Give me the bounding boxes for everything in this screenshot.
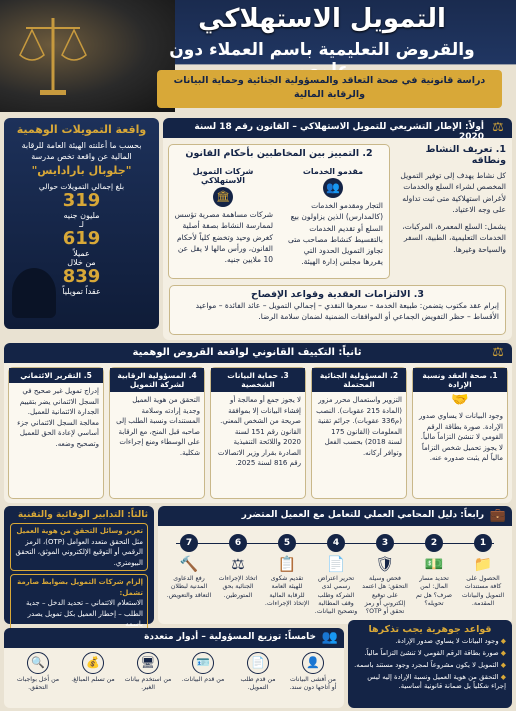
step-number: 5 <box>278 534 296 552</box>
page-subtitle: والقروض التعليمية باسم العملاء دون <box>169 40 475 60</box>
contracts-unit: عقداً تمويلياً <box>62 286 101 296</box>
contract-obligations <box>169 285 506 335</box>
contracts-prefix: من خلال <box>67 257 96 267</box>
service-providers-text: التجار ومقدمو الخدمات (كالمدارس) الذين يزاولون بيع السلع أو تقديم الخدمات بالتقسيط كنشاط مصاحب متى تجاوز التمويل الحدود التي يقررها مجلس إدارة الهيئة. <box>287 201 383 267</box>
gavel-icon: ⚖ <box>492 120 504 135</box>
card-supervisory-liability <box>109 367 205 499</box>
hooded-figure-icon <box>12 268 56 318</box>
role-item <box>233 652 283 693</box>
parties-title: 2. التمييز بين المخاطبين بأحكام القانون <box>185 148 373 159</box>
measures-controls <box>10 574 148 633</box>
step-number: 2 <box>425 534 443 552</box>
search-icon: 🔍 <box>27 652 49 674</box>
key-rules-box <box>348 620 512 708</box>
card-text: التحقق من هوية العميل وجدية إرادته وسلامة المستندات ونسبة الطلب إلى صاحبه قبل المنح، مع الرقابة على الوسطاء ومنع إجراءات شكلية. <box>116 396 200 457</box>
school-name: "جلوبال بارادايس" <box>31 164 132 178</box>
section-legal-framework <box>163 118 512 340</box>
measures-verification <box>10 523 148 571</box>
section-responsibility <box>4 628 344 708</box>
key-rule: ◆ التمويل لا يكون مشروعاً لمجرد وجود مستند باسمه. <box>354 661 506 671</box>
section-title: رابعاً: دليل المحامي العملي للتعامل مع العميل المتضرر <box>241 510 484 520</box>
key-rules-title: قواعد جوهرية يجب تذكرها <box>368 624 492 635</box>
stats-text: بحسب ما أعلنته الهيئة العامة للرقابة المالية عن واقعة تخص مدرسة <box>21 141 142 162</box>
card-credit-report <box>8 367 104 499</box>
step-text: اتخاذ الإجراءات الجنائية بحق المتورطين. <box>218 575 258 599</box>
contracts-value: 839 <box>62 265 101 287</box>
role-text: من استخدم بيانات الغير. <box>124 676 172 692</box>
measures-title: ثالثاً: التدابير الوقائية والتقنية <box>17 510 148 520</box>
header <box>0 0 516 116</box>
card-text: التزوير واستعمال محرر مزور (المادة 215 عقوبات). النصب (م336 عقوبات). جرائم تقنية المعلومات (القانون 175 لسنة 2018) بحسب الفعل وتوافر أركانه. <box>316 396 402 457</box>
complaint-icon: 📋 <box>277 555 297 573</box>
card-icon: 🪪 <box>192 652 214 674</box>
card-title: 1. صحة العقد ونسبة الإرادة <box>413 368 507 392</box>
finance-companies-title: شركات التمويل الاستهلاكي <box>192 167 254 185</box>
step-text: رفع الدعاوى المدنية لبطلان التعاقد والتعويض. <box>166 575 212 599</box>
role-item <box>288 652 338 693</box>
card-contract-validity <box>412 367 508 499</box>
section-header <box>163 118 512 142</box>
section-header <box>158 506 512 526</box>
key-rule: ◆ صورة بطاقة الرقم القومي لا تنشئ التزاماً مالياً. <box>354 649 506 659</box>
step-text: تقديم شكوى للهيئة العامة للرقابة المالية الإتخاذ الإجراءات. <box>264 575 310 608</box>
folder-icon: 📁 <box>473 555 493 573</box>
adaptation-cards <box>8 367 508 499</box>
page-title: التمويل الاستهلاكي <box>198 4 446 34</box>
role-text: من قدم طلب التمويل. <box>240 676 276 692</box>
step-number: 1 <box>474 534 492 552</box>
step-4 <box>313 534 359 617</box>
card-title: 5. التقرير الائتماني <box>9 368 103 383</box>
finance-companies <box>173 167 273 265</box>
card-title: 3. حماية البيانات الشخصية <box>211 368 305 392</box>
section-header <box>4 343 512 363</box>
section-header <box>4 628 344 648</box>
clients-unit: عميلاً <box>73 248 90 258</box>
card-text: وجود البيانات لا يساوي صدور الإرادة. صورة بطاقة الرقم القومي لا تنشئ التزاماً مالياً. لا يجوز تحميل شخص التزاماً مالياً لم يثبت صدوره عنه. <box>418 412 503 462</box>
shield-icon: 🛡 <box>375 555 395 573</box>
step-text: تحرير اعتراض رسمي لدى الشركة وطلب وقف المطالبة وتصحيح البيانات. <box>314 575 358 616</box>
card-text: لا يجوز جمع أو معالجة أو إفشاء البيانات إلا بموافقة صريحة من الشخص المعني. القانون رقم 151 لسنة 2020 واللائحة التنفيذية الصادرة بقرار وزير الاتصالات رقم 816 لسنة 2025. <box>217 396 301 467</box>
activity-title: 1. تعريف النشاط ونطاقه <box>425 144 506 166</box>
card-data-protection <box>210 367 306 499</box>
section-legal-adaptation <box>4 343 512 503</box>
role-text: من أخل بواجبات التحقق. <box>16 676 60 692</box>
measures-line-2: مثل التحقق متعدد العوامل (OTP)، الرمز الرقمي أو التوقيع الإلكتروني الموثق، التحقق البيومتري. <box>15 537 143 567</box>
document-icon: 📄 <box>247 652 269 674</box>
step-7 <box>166 534 212 600</box>
scale-icon <box>18 10 88 100</box>
hand-money-icon: 💰 <box>82 652 104 674</box>
role-item <box>13 652 63 693</box>
section-title: ثانياً: التكييف القانوني لواقعة القروض الوهمية <box>132 347 362 358</box>
step-2 <box>411 534 457 608</box>
clients-value: 619 <box>62 228 101 250</box>
stats-panel <box>4 118 159 329</box>
activity-text-2: يشمل: السلع المعمرة، المركبات، الخدمات التعليمية، الطبية، السفر والسياحة وغيرها. <box>402 222 506 254</box>
service-providers-title: مقدمو الخدمات <box>302 167 364 176</box>
gavel-icon: 🔨 <box>179 555 199 573</box>
briefcase-icon: 💼 <box>489 508 506 523</box>
obligations-title: 3. الالتزامات العقدية وقواعد الإفصاح <box>251 289 424 300</box>
step-text: الحصول على كافة مستندات التمويل والبيانات المقدمة. <box>461 575 505 608</box>
activity-text-1: كل نشاط يهدف إلى توفير التمويل المخصص لشراء السلع والخدمات لأغراض استهلاكية متى ثبت تداوله على وجه الاعتياد. <box>400 171 506 214</box>
service-providers <box>283 167 383 268</box>
money-icon: 💵 <box>424 555 444 573</box>
clients-prefix: لـ <box>79 220 84 230</box>
step-number: 3 <box>376 534 394 552</box>
role-item <box>123 652 173 693</box>
measures-line-4: الاستعلام الائتماني – تحديد الدخل – جدية الطلب – إخطار العميل بكل تمويل يصدر باسمه <box>26 599 143 628</box>
card-criminal-liability <box>311 367 407 499</box>
user-icon: 👤 <box>302 652 324 674</box>
guide-steps <box>164 534 506 622</box>
handshake-icon: 🤝 <box>451 392 469 408</box>
step-text: فحص وسيلة التحقق: هل اعتمد على توقيع إلكتروني أو رمز تحقق أو OTP؟ <box>362 575 408 616</box>
role-text: من أفشى البيانات أو أتاحها دون سند. <box>289 676 337 692</box>
step-1 <box>460 534 506 608</box>
key-rule: ◆ وجود البيانات لا يساوي صدور الإرادة. <box>354 637 506 647</box>
lead-banner: دراسة قانونية في صحة التعاقد والمسؤولية الجنائية وحماية البيانات والرقابة المالية <box>157 70 502 108</box>
measures-line-1: تعزيز وسائل التحقق من هوية العميل <box>16 527 143 535</box>
card-title: 4. المسؤولية الرقابية لشركة التمويل <box>110 368 204 392</box>
section-title: خامساً: توزيع المسؤولية – أدوار متعددة <box>144 632 316 642</box>
parties-distinction <box>168 144 390 279</box>
role-text: من تسلم المبالغ. <box>71 676 115 683</box>
monitor-icon: 🖥 <box>137 652 159 674</box>
obligations-text: إبرام عقد مكتوب يتضمن: طبيعة الخدمة – سعرها النقدي – إجمالي التمويل – عائد الفائدة – مواعيد الأقساط – حظر التفويض الجماعي أو الموافقات الضمنية لضمان سلامة الرضا. <box>195 301 499 322</box>
finance-companies-text: شركات مساهمة مصرية تؤسس لممارسة النشاط بصفة أصلية كغرض وحيد وتخضع كلياً لأحكام القانون، ورأس مالها لا يقل عن 10 ملايين جنيه. <box>174 210 273 264</box>
role-item <box>178 652 228 684</box>
building-icon: 🏛 <box>213 187 233 207</box>
stats-title: واقعة التمويلات الوهمية <box>16 123 147 136</box>
amount-unit: مليون جنيه <box>63 211 100 221</box>
key-rule: ◆ التحقق من هوية العميل ونسبة الإرادة إليه ليس إجراء شكلياً بل ضمانة قانونية أساسية. <box>354 673 506 693</box>
step-3 <box>362 534 408 617</box>
step-text: تحديد مسار المال: لمن صرف؟ هل تم تحويله؟ <box>415 575 453 608</box>
card-title: 2. المسؤولية الجنائية المحتملة <box>312 368 406 392</box>
roles-list <box>10 652 338 706</box>
card-text: إدراج تمويل غير صحيح في السجل الائتماني يضر بتقييم الجدارة الائتمانية للعميل. معالجة السجل الائتماني جزء أساسي لإعادة الحق للعميل وتصحيح وضعه. <box>17 387 99 448</box>
section-lawyer-guide <box>158 506 512 624</box>
step-5 <box>264 534 310 608</box>
step-number: 7 <box>180 534 198 552</box>
people-icon: 👥 <box>321 630 338 645</box>
activity-definition <box>396 144 506 255</box>
preventive-measures <box>4 506 154 628</box>
section-title: أولاً: الإطار التشريعي للتمويل الاستهلاكي – القانون رقم 18 لسنة 2020 <box>194 122 484 142</box>
total-label: بلغ إجمالي التمويلات حوالي <box>38 182 125 192</box>
role-text: من قدم البيانات. <box>181 676 225 683</box>
scale-icon: ⚖ <box>492 345 504 360</box>
step-number: 6 <box>229 534 247 552</box>
people-icon: 👥 <box>323 178 343 198</box>
step-6 <box>215 534 261 600</box>
scale-icon: ⚖ <box>231 555 245 573</box>
document-icon: 📄 <box>326 555 346 573</box>
step-number: 4 <box>327 534 345 552</box>
role-item <box>68 652 118 684</box>
amount-value: 319 <box>62 190 101 212</box>
measures-line-3: إلزام شركات التمويل بضوابط صارمة تشمل: <box>17 578 143 597</box>
